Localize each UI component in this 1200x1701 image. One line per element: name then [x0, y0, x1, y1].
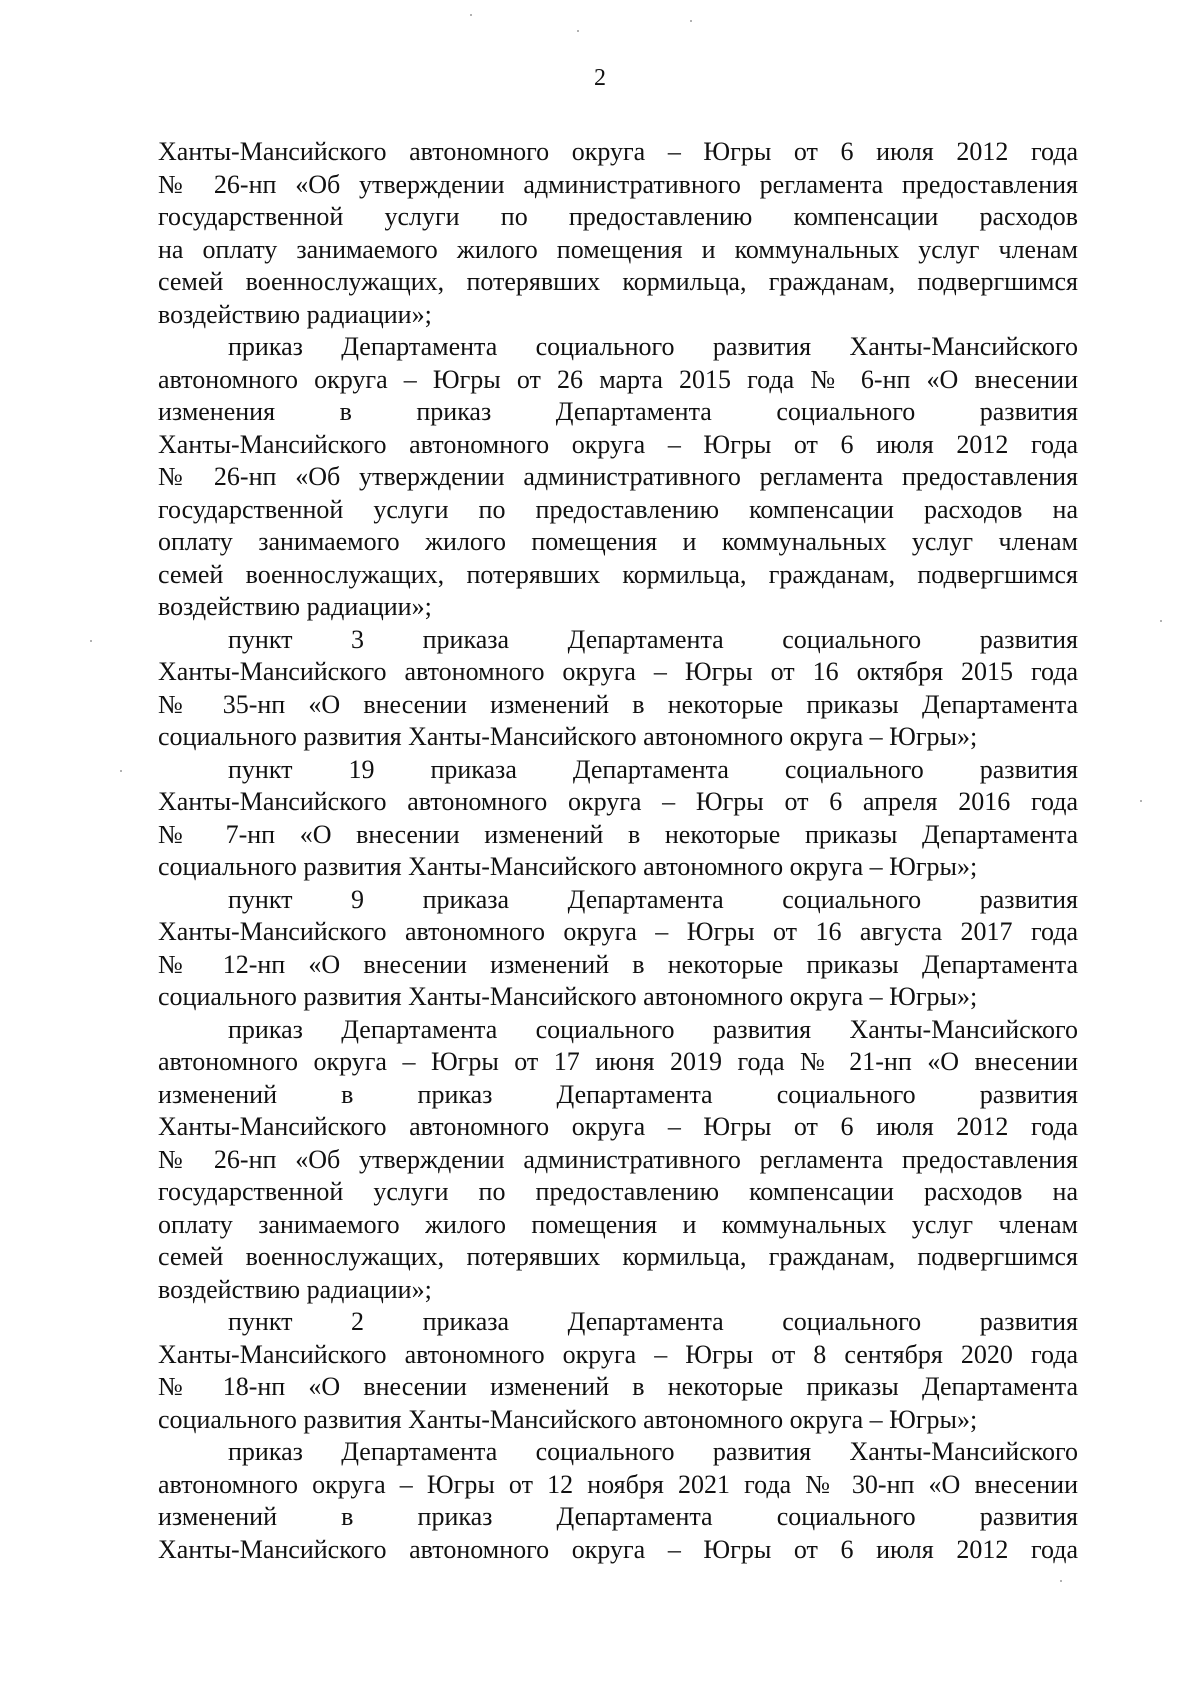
text-line: оплату занимаемого жилого помещения и коммунальных услуг членам: [158, 1209, 1078, 1239]
text-line: автономного округа – Югры от 12 ноября 2021 года № 30-нп «О внесении: [158, 1469, 1078, 1499]
text-line: воздействию радиации»;: [158, 299, 432, 329]
scan-speck: [1060, 1580, 1062, 1582]
text-line: на оплату занимаемого жилого помещения и коммунальных услуг членам: [158, 234, 1078, 264]
document-body: [158, 136, 1078, 1566]
text-line: семей военнослужащих, потерявших кормильца, гражданам, подвергшимся: [158, 1242, 1078, 1271]
scan-speck: [1140, 800, 1142, 802]
paragraph-first-line: пункт 19 приказа Департамента социального развития: [228, 754, 1078, 784]
text-line: Ханты-Мансийского автономного округа – Югры от 16 августа 2017 года: [158, 917, 1078, 946]
text-line: государственной услуги по предоставлению компенсации расходов на: [158, 494, 1078, 524]
text-line: № 12-нп «О внесении изменений в некоторые приказы Департамента: [158, 949, 1078, 979]
paragraph-first-line: приказ Департамента социального развития Ханты-Мансийского: [228, 1014, 1078, 1044]
text-line: № 26-нп «Об утверждении административного регламента предоставления: [158, 1144, 1078, 1174]
text-line: автономного округа – Югры от 17 июня 2019 года № 21-нп «О внесении: [158, 1047, 1078, 1076]
text-line: оплату занимаемого жилого помещения и коммунальных услуг членам: [158, 527, 1078, 556]
scan-speck: [120, 770, 122, 772]
text-line: изменений в приказ Департамента социального развития: [158, 1502, 1078, 1531]
text-line: государственной услуги по предоставлению компенсации расходов: [158, 202, 1078, 231]
text-line: государственной услуги по предоставлению компенсации расходов на: [158, 1177, 1078, 1206]
paragraph-first-line: пункт 2 приказа Департамента социального развития: [228, 1307, 1078, 1336]
text-line: № 26-нп «Об утверждении административного регламента предоставления: [158, 169, 1078, 199]
paragraph-first-line: приказ Департамента социального развития Ханты-Мансийского: [228, 1437, 1078, 1466]
text-line: № 18-нп «О внесении изменений в некоторые приказы Департамента: [158, 1372, 1078, 1401]
text-line: Ханты-Мансийского автономного округа – Югры от 6 июля 2012 года: [158, 137, 1078, 166]
text-line: социального развития Ханты-Мансийского автономного округа – Югры»;: [158, 982, 978, 1011]
paragraph-first-line: пункт 3 приказа Департамента социального развития: [228, 624, 1078, 654]
text-line: социального развития Ханты-Мансийского автономного округа – Югры»;: [158, 1404, 978, 1434]
text-line: Ханты-Мансийского автономного округа – Югры от 6 июля 2012 года: [158, 429, 1078, 459]
scan-speck: [577, 30, 579, 32]
text-line: № 26-нп «Об утверждении административного регламента предоставления: [158, 462, 1078, 491]
text-line: Ханты-Мансийского автономного округа – Югры от 6 июля 2012 года: [158, 1534, 1078, 1564]
page-number: 2: [594, 65, 606, 91]
paragraph-first-line: приказ Департамента социального развития Ханты-Мансийского: [228, 332, 1078, 361]
text-line: Ханты-Мансийского автономного округа – Югры от 6 июля 2012 года: [158, 1112, 1078, 1141]
scan-speck: [1160, 620, 1162, 622]
text-line: № 7-нп «О внесении изменений в некоторые приказы Департамента: [158, 819, 1078, 849]
text-line: № 35-нп «О внесении изменений в некоторые приказы Департамента: [158, 689, 1078, 719]
text-line: Ханты-Мансийского автономного округа – Югры от 8 сентября 2020 года: [158, 1339, 1078, 1369]
text-line: Ханты-Мансийского автономного округа – Югры от 16 октября 2015 года: [158, 657, 1078, 686]
text-line: воздействию радиации»;: [158, 592, 432, 621]
text-line: автономного округа – Югры от 26 марта 2015 года № 6-нп «О внесении: [158, 364, 1078, 394]
scan-speck: [470, 14, 472, 16]
text-line: социального развития Ханты-Мансийского автономного округа – Югры»;: [158, 722, 978, 751]
text-line: Ханты-Мансийского автономного округа – Югры от 6 апреля 2016 года: [158, 787, 1078, 816]
text-line: изменения в приказ Департамента социального развития: [158, 397, 1078, 426]
scan-speck: [690, 20, 692, 22]
text-line: семей военнослужащих, потерявших кормильца, гражданам, подвергшимся: [158, 267, 1078, 296]
text-line: семей военнослужащих, потерявших кормильца, гражданам, подвергшимся: [158, 559, 1078, 589]
text-line: социального развития Ханты-Мансийского автономного округа – Югры»;: [158, 852, 978, 881]
paragraph-first-line: пункт 9 приказа Департамента социального развития: [228, 884, 1078, 914]
text-line: воздействию радиации»;: [158, 1274, 432, 1304]
text-line: изменений в приказ Департамента социального развития: [158, 1079, 1078, 1109]
scan-speck: [90, 640, 92, 642]
